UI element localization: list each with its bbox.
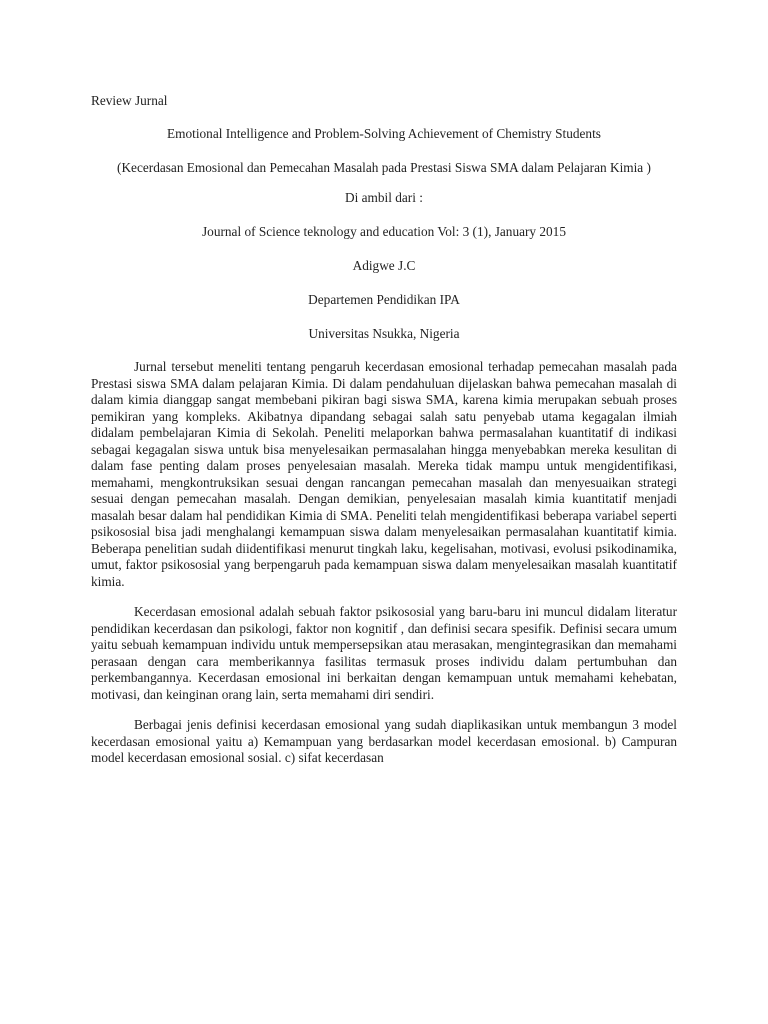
document-label: Review Jurnal xyxy=(91,93,168,108)
source-label: Di ambil dari : xyxy=(345,190,423,205)
university-name: Universitas Nsukka, Nigeria xyxy=(308,326,460,341)
journal-citation: Journal of Science teknology and education Vol: 3 (1), January 2015 xyxy=(202,224,566,239)
body-paragraph-1: Jurnal tersebut meneliti tentang pengaruh kecerdasan emosional terhadap pemecahan masalah pada Prestasi siswa SMA dalam pelajaran Kimia. Di dalam pendahuluan dijelaskan bahwa pemecahan masalah di dalam kimia dianggap sangat membebani pikiran bagi siswa SMA, karena kimia merupakan sebuah proses pemikiran yang kompleks. Akibatnya dipandang sebagai salah satu penyebab utama kegagalan ilmiah didalam pembelajaran Kimia di Sekolah. Peneliti melaporkan bahwa permasalahan kuantitatif di indikasi sebagai kegagalan siswa untuk bisa menyelesaikan permasalahan hingga menyebabkan mereka kesulitan di dalam fase penting dalam proses penyelesaian masalah. Mereka tidak mampu untuk mengidentifikasi, memahami, mengkontruksikan sesuai dengan rancangan pemecahan masalah dan menyesuaikan strategi sesuai dengan pemecahan masalah. Dengan demikian, penyelesaian masalah kimia kuantitatif menjadi masalah besar dalam hal pendidikan Kimia di SMA. Peneliti telah mengidentifikasi beberapa variabel seperti psikososial bisa jadi menghalangi kemampuan siswa dalam menyelesaikan permasalahan kuantitatif kimia. Beberapa penelitian sudah diidentifikasi menurut tingkah laku, kegelisahan, motivasi, evolusi psikodinamika, umut, faktor psikososial yang berpengaruh pada kemampuan siswa dalam menyelesaikan masalah kuantitatif kimia. xyxy=(91,359,677,589)
document-subtitle: (Kecerdasan Emosional dan Pemecahan Masalah pada Prestasi Siswa SMA dalam Pelajaran Kimia ) xyxy=(117,160,651,175)
department-name: Departemen Pendidikan IPA xyxy=(308,292,460,307)
author-name: Adigwe J.C xyxy=(352,258,416,273)
body-paragraph-2: Kecerdasan emosional adalah sebuah faktor psikososial yang baru-baru ini muncul didalam literatur pendidikan kecerdasan dan psikologi, faktor non kognitif , dan definisi secara spesifik. Definisi secara umum yaitu sebuah kemampuan individu untuk mempersepsikan atau merasakan, mengintegrasikan dan memahami perasaan dengan cara memberikannya fasilitas termasuk proses individu dalam pertumbuhan dan perkembangannya. Kecerdasan emosional ini berkaitan dengan kemampuan untuk memahami kehebatan, motivasi, dan keinginan orang lain, serta memahami diri sendiri. xyxy=(91,604,677,702)
document-title: Emotional Intelligence and Problem-Solving Achievement of Chemistry Students xyxy=(167,126,601,141)
body-paragraph-3: Berbagai jenis definisi kecerdasan emosional yang sudah diaplikasikan untuk membangun 3 model kecerdasan emosional yaitu a) Kemampuan yang berdasarkan model kecerdasan emosional. b) Campuran model kecerdasan emosional sosial. c) sifat kecerdasan xyxy=(91,717,677,765)
